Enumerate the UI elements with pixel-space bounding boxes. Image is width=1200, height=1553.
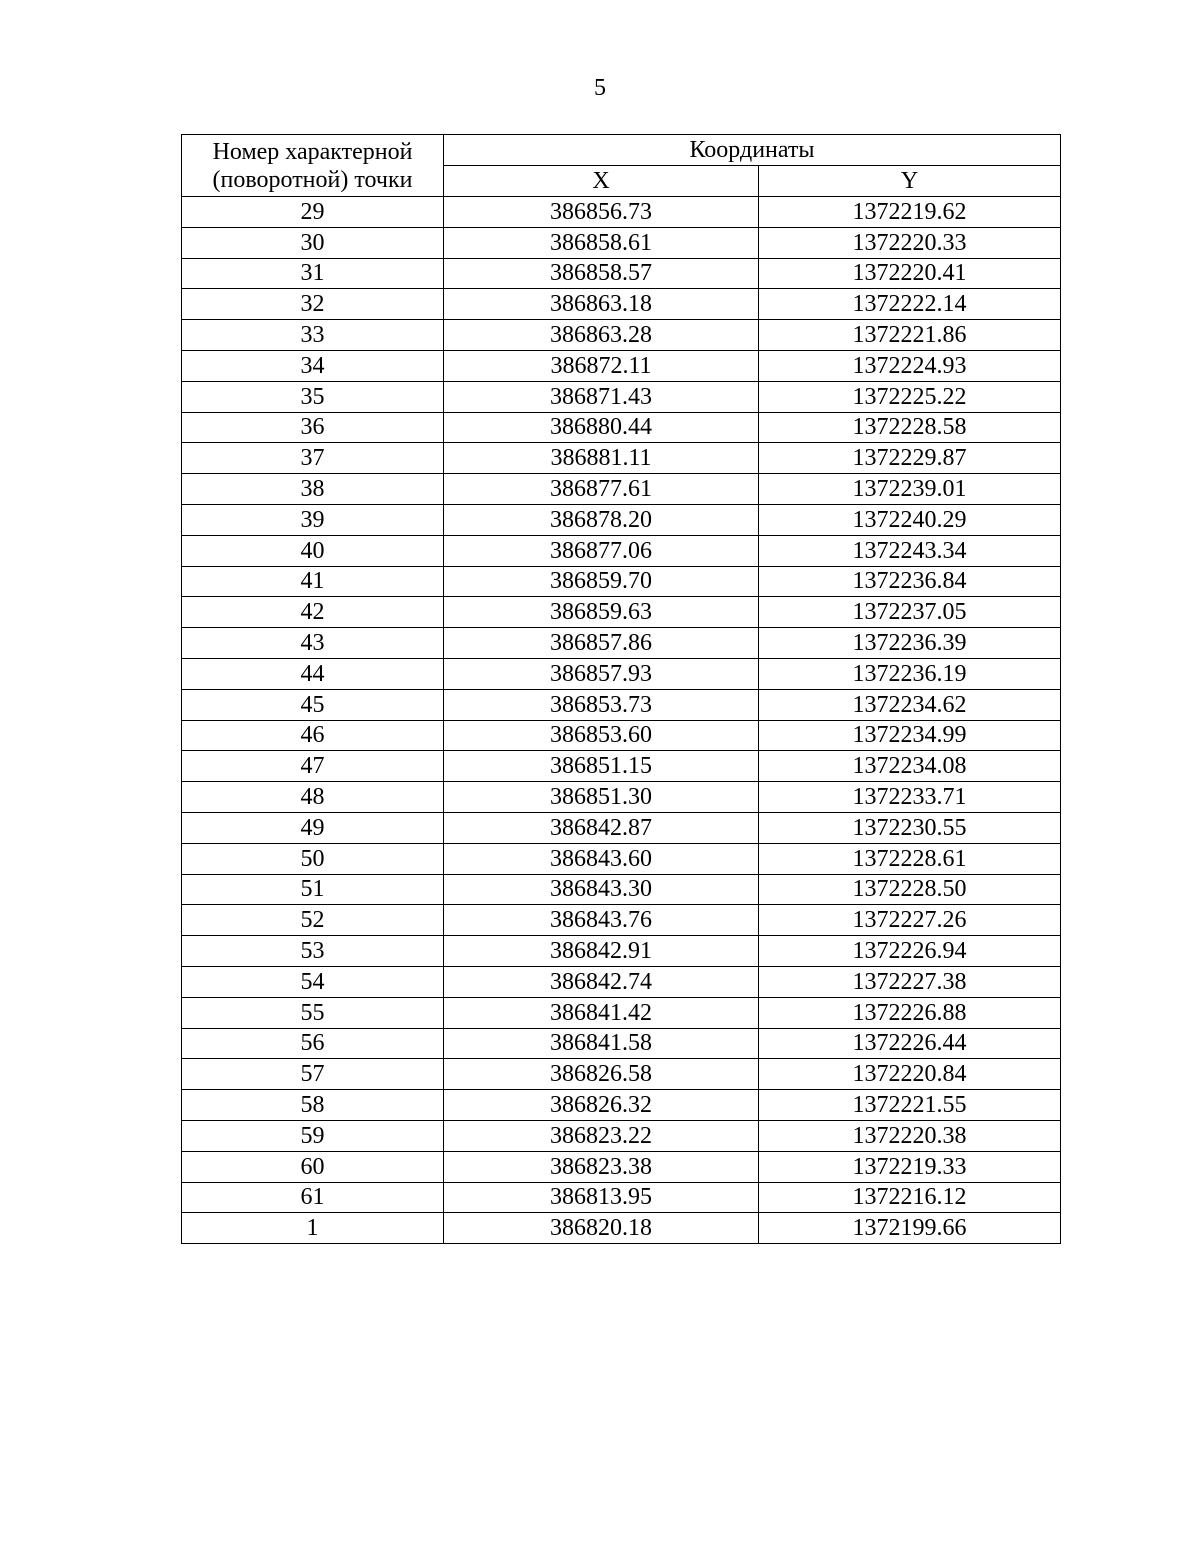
y-column-header: Y (759, 166, 1061, 197)
table-row (182, 197, 1061, 228)
point-number-cell: 59 (182, 1120, 444, 1151)
y-coordinate-cell: 1372220.33 (759, 227, 1061, 258)
point-number-cell: 53 (182, 936, 444, 967)
y-coordinate-cell: 1372228.50 (759, 874, 1061, 905)
x-coordinate-cell: 386841.42 (444, 997, 759, 1028)
point-number-cell: 55 (182, 997, 444, 1028)
x-coordinate-cell: 386842.74 (444, 966, 759, 997)
x-column-header: X (444, 166, 759, 197)
x-coordinate-cell: 386859.70 (444, 566, 759, 597)
x-coordinate-cell: 386872.11 (444, 350, 759, 381)
point-number-cell: 48 (182, 782, 444, 813)
x-coordinate-cell: 386851.30 (444, 782, 759, 813)
x-coordinate-cell: 386843.30 (444, 874, 759, 905)
y-coordinate-cell: 1372236.84 (759, 566, 1061, 597)
y-coordinate-cell: 1372221.86 (759, 320, 1061, 351)
table-row (182, 289, 1061, 320)
x-coordinate-cell: 386863.28 (444, 320, 759, 351)
point-number-cell: 58 (182, 1090, 444, 1121)
point-number-cell: 60 (182, 1151, 444, 1182)
point-number-cell: 46 (182, 720, 444, 751)
x-coordinate-cell: 386826.58 (444, 1059, 759, 1090)
y-coordinate-cell: 1372226.44 (759, 1028, 1061, 1059)
y-coordinate-cell: 1372234.99 (759, 720, 1061, 751)
table-row (182, 535, 1061, 566)
table-row (182, 566, 1061, 597)
table-row (182, 936, 1061, 967)
table-row (182, 258, 1061, 289)
point-number-cell: 52 (182, 905, 444, 936)
point-number-cell: 50 (182, 843, 444, 874)
point-number-cell: 30 (182, 227, 444, 258)
y-coordinate-cell: 1372239.01 (759, 474, 1061, 505)
point-number-cell: 36 (182, 412, 444, 443)
table-row (182, 1182, 1061, 1213)
point-number-cell: 39 (182, 504, 444, 535)
point-number-cell: 61 (182, 1182, 444, 1213)
point-number-cell: 38 (182, 474, 444, 505)
point-number-cell: 49 (182, 812, 444, 843)
table-row (182, 720, 1061, 751)
x-coordinate-cell: 386842.91 (444, 936, 759, 967)
y-coordinate-cell: 1372224.93 (759, 350, 1061, 381)
x-coordinate-cell: 386878.20 (444, 504, 759, 535)
table-row (182, 689, 1061, 720)
point-number-cell: 1 (182, 1213, 444, 1244)
table-row (182, 1213, 1061, 1244)
y-coordinate-cell: 1372226.88 (759, 997, 1061, 1028)
x-coordinate-cell: 386881.11 (444, 443, 759, 474)
table-row (182, 320, 1061, 351)
table-row (182, 443, 1061, 474)
x-coordinate-cell: 386843.60 (444, 843, 759, 874)
y-coordinate-cell: 1372230.55 (759, 812, 1061, 843)
coordinates-table (181, 134, 1061, 1244)
y-coordinate-cell: 1372199.66 (759, 1213, 1061, 1244)
point-number-cell: 54 (182, 966, 444, 997)
point-number-cell: 37 (182, 443, 444, 474)
point-number-cell: 40 (182, 535, 444, 566)
y-coordinate-cell: 1372222.14 (759, 289, 1061, 320)
point-number-cell: 34 (182, 350, 444, 381)
point-number-cell: 47 (182, 751, 444, 782)
x-coordinate-cell: 386843.76 (444, 905, 759, 936)
y-coordinate-cell: 1372227.38 (759, 966, 1061, 997)
point-number-header-line2: (поворотной) точки (212, 166, 413, 193)
point-number-cell: 43 (182, 628, 444, 659)
table-row (182, 474, 1061, 505)
y-coordinate-cell: 1372225.22 (759, 381, 1061, 412)
table-row (182, 812, 1061, 843)
point-number-cell: 33 (182, 320, 444, 351)
point-number-cell: 31 (182, 258, 444, 289)
x-coordinate-cell: 386857.93 (444, 658, 759, 689)
x-coordinate-cell: 386841.58 (444, 1028, 759, 1059)
x-coordinate-cell: 386859.63 (444, 597, 759, 628)
x-coordinate-cell: 386877.61 (444, 474, 759, 505)
x-coordinate-cell: 386813.95 (444, 1182, 759, 1213)
x-coordinate-cell: 386856.73 (444, 197, 759, 228)
point-number-cell: 41 (182, 566, 444, 597)
x-coordinate-cell: 386823.38 (444, 1151, 759, 1182)
x-coordinate-cell: 386842.87 (444, 812, 759, 843)
x-coordinate-cell: 386871.43 (444, 381, 759, 412)
point-number-cell: 45 (182, 689, 444, 720)
table-row (182, 1028, 1061, 1059)
coordinates-header: Координаты (444, 135, 1061, 166)
y-coordinate-cell: 1372234.08 (759, 751, 1061, 782)
table-row (182, 1151, 1061, 1182)
y-coordinate-cell: 1372219.62 (759, 197, 1061, 228)
table-row (182, 874, 1061, 905)
table-row (182, 227, 1061, 258)
point-number-cell: 51 (182, 874, 444, 905)
x-coordinate-cell: 386863.18 (444, 289, 759, 320)
table-row (182, 997, 1061, 1028)
table-row (182, 751, 1061, 782)
page-number: 5 (594, 75, 606, 101)
table-row (182, 381, 1061, 412)
x-coordinate-cell: 386820.18 (444, 1213, 759, 1244)
y-coordinate-cell: 1372243.34 (759, 535, 1061, 566)
table-body (182, 197, 1061, 1244)
y-coordinate-cell: 1372228.61 (759, 843, 1061, 874)
point-number-cell: 29 (182, 197, 444, 228)
x-coordinate-cell: 386858.57 (444, 258, 759, 289)
table-row (182, 504, 1061, 535)
y-coordinate-cell: 1372220.41 (759, 258, 1061, 289)
table-row (182, 966, 1061, 997)
y-coordinate-cell: 1372220.38 (759, 1120, 1061, 1151)
table-row (182, 597, 1061, 628)
point-number-header (182, 135, 444, 197)
y-coordinate-cell: 1372236.19 (759, 658, 1061, 689)
x-coordinate-cell: 386877.06 (444, 535, 759, 566)
x-coordinate-cell: 386858.61 (444, 227, 759, 258)
y-coordinate-cell: 1372220.84 (759, 1059, 1061, 1090)
point-number-cell: 35 (182, 381, 444, 412)
table-row (182, 905, 1061, 936)
table-row (182, 843, 1061, 874)
table-row (182, 1090, 1061, 1121)
table-row (182, 782, 1061, 813)
table-row (182, 1059, 1061, 1090)
y-coordinate-cell: 1372221.55 (759, 1090, 1061, 1121)
x-coordinate-cell: 386823.22 (444, 1120, 759, 1151)
x-coordinate-cell: 386857.86 (444, 628, 759, 659)
point-number-cell: 56 (182, 1028, 444, 1059)
point-number-cell: 42 (182, 597, 444, 628)
table-row (182, 350, 1061, 381)
table-row (182, 628, 1061, 659)
y-coordinate-cell: 1372227.26 (759, 905, 1061, 936)
y-coordinate-cell: 1372219.33 (759, 1151, 1061, 1182)
y-coordinate-cell: 1372236.39 (759, 628, 1061, 659)
table-row (182, 412, 1061, 443)
point-number-header-line1: Номер характерной (212, 138, 413, 165)
y-coordinate-cell: 1372228.58 (759, 412, 1061, 443)
y-coordinate-cell: 1372233.71 (759, 782, 1061, 813)
point-number-cell: 57 (182, 1059, 444, 1090)
x-coordinate-cell: 386880.44 (444, 412, 759, 443)
point-number-cell: 44 (182, 658, 444, 689)
x-coordinate-cell: 386851.15 (444, 751, 759, 782)
table-row (182, 658, 1061, 689)
y-coordinate-cell: 1372226.94 (759, 936, 1061, 967)
y-coordinate-cell: 1372229.87 (759, 443, 1061, 474)
y-coordinate-cell: 1372234.62 (759, 689, 1061, 720)
point-number-cell: 32 (182, 289, 444, 320)
x-coordinate-cell: 386853.73 (444, 689, 759, 720)
x-coordinate-cell: 386826.32 (444, 1090, 759, 1121)
y-coordinate-cell: 1372237.05 (759, 597, 1061, 628)
table-row (182, 1120, 1061, 1151)
y-coordinate-cell: 1372216.12 (759, 1182, 1061, 1213)
x-coordinate-cell: 386853.60 (444, 720, 759, 751)
y-coordinate-cell: 1372240.29 (759, 504, 1061, 535)
